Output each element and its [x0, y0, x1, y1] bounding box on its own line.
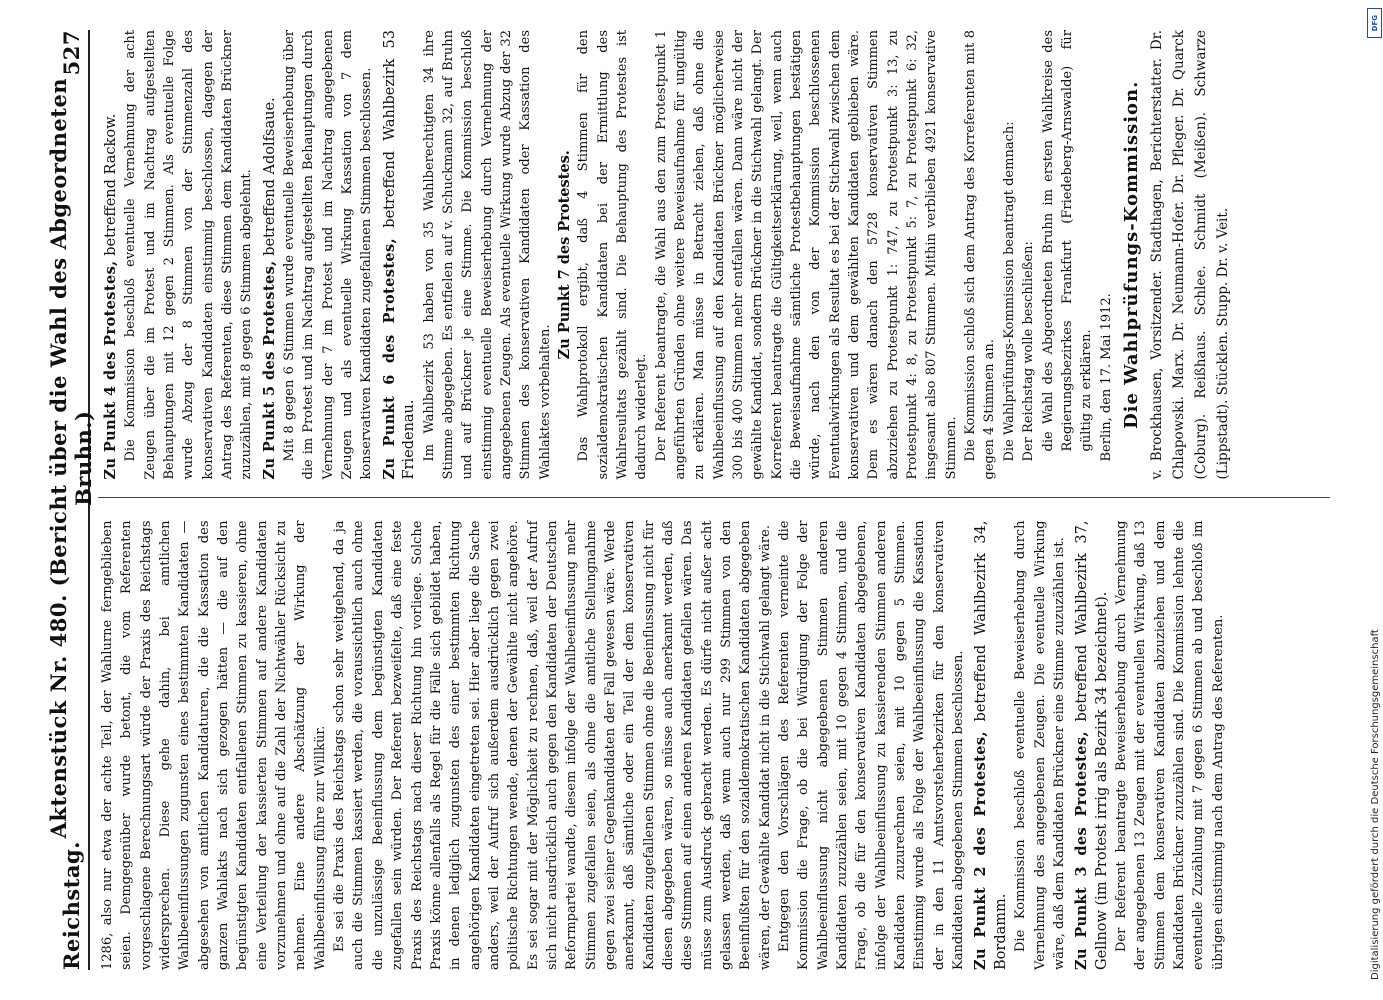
text-columns: [98, 30, 1330, 970]
paragraph: 1286, also nur etwa der achte Teil, der Wahlurne ferngeblieben seien. Demgegenüber wurde betont, die vom Referenten vorgeschlagene Berechnungsart würde der Praxis des Reichstags widersprechen. Diese gehe dahin, bei amtlichen Wahlbeeinflussungen zugunsten eines bestimmten Kandidaten — abgesehen von amtlichen Kandidaturen, die die Kassation des ganzen Wahlakts nach sich gezogen hätten — die auf den begünstigten Kandidaten entfallenen Stimmen zu kassieren, ohne eine Verteilung der kassierten Stimmen auf andere Kandidaten vorzunehmen und ohne auf die Zahl der Nichtwähler Rücksicht zu nehmen. Eine andere Abschätzung der Wirkung der Wahlbeeinflussung führe zur Willkür.: [100, 520, 328, 970]
left-column: [98, 521, 1330, 971]
section-heading: [971, 521, 1011, 971]
section-heading: [1072, 521, 1112, 971]
commission-title: Die Wahlprüfungs-Kommission.: [1120, 80, 1142, 429]
section-heading-bold: Zu Punkt 3 des Protestes,: [1073, 731, 1091, 970]
section-heading-bold: Zu Punkt 4 des Protestes,: [102, 260, 119, 480]
paragraph: Mit 8 gegen 6 Stimmen wurde eventuelle Beweiserhebung über die im Protest und im Nachtrag aufgestellten Behauptungen durch Vernehmung der 7 im Protest und im Nachtrag angegebenen Zeugen und als eventuelle Wirkung Kassation von 7 dem konservativen Kandidaten zugefallenen Stimmen beschlossen.: [282, 30, 375, 480]
section-heading-rest: betreffend Wahlbezirk 53 Friedenau.: [381, 30, 418, 480]
running-header: [46, 30, 96, 970]
paragraph: Berlin, den 17. Mai 1912.: [1098, 293, 1114, 462]
section-heading: [101, 30, 121, 480]
header-left: Reichstag.: [58, 841, 84, 970]
paragraph: Entgegen den Vorschlägen des Referenten verneinte die Kommission die Frage, ob die bei Würdigung der Folge der Wahlbeeinflussung nicht abgegebenen Stimmen anderen Kandidaten zuzuzählen seien, mit 10 gegen 4 Stimmen, und die Frage, ob die für den konservativen Kandidaten abgegebenen, infolge der Wahlbeeinflussung zu kassierenden Stimmen anderen Kandidaten zuzurechnen seien, mit 10 gegen 5 Stimmen. Einstimmig wurde als Folge der Wahlbeeinflussung die Kassation der in den 11 Amtsvorsteherbezirken für den konservativen Kandidaten abgegebenen Stimmen beschlossen.: [777, 520, 967, 970]
digitization-credit: Digitalisierung gefördert durch die Deutsche Forschungsgemeinschaft: [1370, 629, 1381, 980]
section-heading: [380, 30, 420, 480]
paragraph: Der Reichstag wolle beschließen:: [1021, 241, 1037, 462]
header-title: Aktenstück Nr. 480. (Bericht über die Wahl des Abgeordneten Bruhn.): [46, 77, 96, 839]
commission-members: v. Brockhausen, Vorsitzender. Stadthagen, Berichterstatter. Dr. Chlapowski. Marx. Dr. Neumann-Hofer. Dr. Pfleger. Dr. Quarck (Coburg). Reißhaus. Schlee. Schmidt (Meißen). Schwarze (Lippstadt). Stücklen. Stupp. Dr. v. Veit.: [1148, 30, 1231, 480]
dfg-logo: DFG: [1367, 8, 1382, 38]
section-heading-bold: Zu Punkt 6 des Protestes,: [380, 237, 398, 480]
section-heading-rest: betreffend Rackow.: [103, 113, 119, 261]
rotated-document-page: [40, 0, 1350, 1000]
resolution-text: die Wahl des Abgeordneten Bruhn im ersten Wahlkreise des Regierungsbezirkes Frankfurt (Friedeberg-Arnswalde) für gültig zu erklären.: [1040, 30, 1095, 452]
section-heading-rest: betreffend Wahlbezirk 34, Bordamm.: [973, 520, 1009, 970]
section-heading: [260, 30, 280, 480]
paragraph: Die Wahlprüfungs-Kommission beantragt demnach:: [1001, 121, 1017, 462]
page-number: 527: [58, 30, 84, 76]
section-heading-bold: Zu Punkt 2 des Protestes,: [972, 731, 990, 970]
section-heading-centered: Zu Punkt 7 des Protestes.: [555, 150, 573, 360]
section-heading-rest: betreffend Adolfsaue.: [261, 97, 278, 261]
paragraph: Die Kommission beschloß eventuelle Vernehmung der acht Zeugen über die im Protest und im Nachtrag aufgestellten Behauptungen mit 12 gegen 2 Stimmen. Als eventuelle Folge wurde Abzug der 8 Stimmen von der Stimmenzahl des konservativen Kandidaten einstimmig beschlossen, dagegen der Antrag des Referenten, diese Stimmen dem Kandidaten Brückner zuzuzählen, mit 8 gegen 6 Stimmen abgelehnt.: [123, 30, 255, 480]
right-column-body: [101, 30, 1116, 480]
paragraph: Die Kommission schloß sich dem Antrag des Korreferenten mit 8 gegen 4 Stimmen an.: [963, 30, 998, 480]
right-column: [98, 30, 1330, 499]
section-heading-rest: betreffend Wahlbezirk 37, Gellnow (im Protest irrig als Bezirk 34 bezeichnet).: [1074, 520, 1110, 970]
section-heading-bold: Zu Punkt 5 des Protestes,: [260, 260, 278, 480]
paragraph: Es sei die Praxis des Reichstags schon sehr weitgehend, da ja auch die Stimmen kassiert werden, die voraussichtlich auch ohne die unzulässige Beeinflussung dem begünstigten Kandidaten zugefallen sein würden. Der Referent bezweifelte, daß eine feste Praxis des Reichstags nach dieser Richtung hin vorliege. Solche Praxis könne allenfalls als Regel für die Fälle sich gebildet haben, in denen lediglich zugunsten des einer bestimmten Richtung angehörigen Kandidaten eingetreten sei. Hier aber liege die Sache anders, weil der Aufruf sich außerdem ausdrücklich gegen zwei politische Richtungen wende, denen der Gewählte nicht angehöre. Es sei sogar mit der Möglichkeit zu rechnen, daß, weil der Aufruf sich nicht ausdrücklich auch gegen den Kandidaten der Deutschen Reformpartei wandte, diesem infolge der Wahlbeeinflussung mehr Stimmen zugefallen seien, als ohne die amtliche Stellungnahme gegen zwei seiner Gegenkandidaten der Fall gewesen wäre. Werde anerkannt, daß sämtliche oder ein Teil der dem konservativen Kandidaten zugefallenen Stimmen ohne die Beeinflussung nicht für diesen abgegeben wären, so müsse auch anerkannt werden, daß diese Stimmen auf einen anderen Kandidaten gefallen wären. Das müsse zum Ausdruck gebracht werden. Es dürfe nicht außer acht gelassen werden, daß wenn auch nur 299 Stimmen von den Beeinflußten für den sozialdemokratischen Kandidaten abgegeben wären, der Gewählte Kandidat nicht in die Stichwahl gelangt wäre.: [332, 520, 773, 970]
paragraph: Im Wahlbezirk 53 haben von 35 Wahlberechtigten 34 ihre Stimme abgegeben. Es entfielen auf v. Schuckmann 32, auf Bruhn und auf Brückner je eine Stimme. Die Kommission beschloß einstimmig eventuelle Beweiserhebung durch Vernehmung der angegebenen Zeugen. Als eventuelle Wirkung wurde Abzug der 32 Stimmen des konservativen Kandidaten oder Kassation des Wahlaktes vorbehalten.: [421, 30, 553, 480]
paragraph: Der Referent beantragte Beweiserhebung durch Vernehmung der angegebenen 13 Zeugen mit der eventuellen Wirkung, daß 13 Stimmen dem konservativen Kandidaten abzuziehen und dem Kandidaten Brückner zuzuzählen sind. Die Kommission lehnte die eventuelle Zuzählung mit 7 gegen 6 Stimmen ab und beschloß im übrigen einstimmig nach dem Antrag des Referenten.: [1113, 520, 1226, 970]
paragraph: Die Kommission beschloß eventuelle Beweiserhebung durch Vernehmung des angegebenen Zeugen. Die eventuelle Wirkung wäre, daß dem Kandidaten Brückner eine Stimme zuzuzählen ist.: [1013, 520, 1067, 970]
paragraph: Der Referent beantragte, die Wahl aus den zum Protestpunkt 1 angeführten Gründen ohne weitere Beweisaufnahme für ungültig zu erklären. Man müsse in Betracht ziehen, daß ohne die Wahlbeeinflussung auf den Kandidaten Brückner möglicherweise 300 bis 400 Stimmen mehr entfallen wären. Dann wäre nicht der gewählte Kandidat, sondern Brückner in die Stichwahl gelangt. Der Korreferent beantragte die Gültigkeitserklärung, weil, wenn auch die Beweisaufnahme sämtliche Protestbehauptungen bestätigen würde, nach den von der Kommission beschlossenen Eventualwirkungen als Resultat es bei der Stichwahl zwischen dem konservativen und dem gewählten Kandidaten geblieben wäre. Dem es wären danach den 5728 konservativen Stimmen abzuziehen zu Protestpunkt 1: 747, zu Protestpunkt 3: 13, zu Protestpunkt 4: 8, zu Protestpunkt 5: 7, zu Protestpunkt 6: 32, insgesamt also 807 Stimmen. Mithin verblieben 4921 konservative Stimmen.: [653, 30, 959, 480]
paragraph: Das Wahlprotokoll ergibt, daß 4 Stimmen für den sozialdemokratischen Kandidaten bei der Ermittlung des Wahlresultats gezählt sind. Die Behauptung des Protestes ist dadurch widerlegt.: [576, 30, 650, 480]
